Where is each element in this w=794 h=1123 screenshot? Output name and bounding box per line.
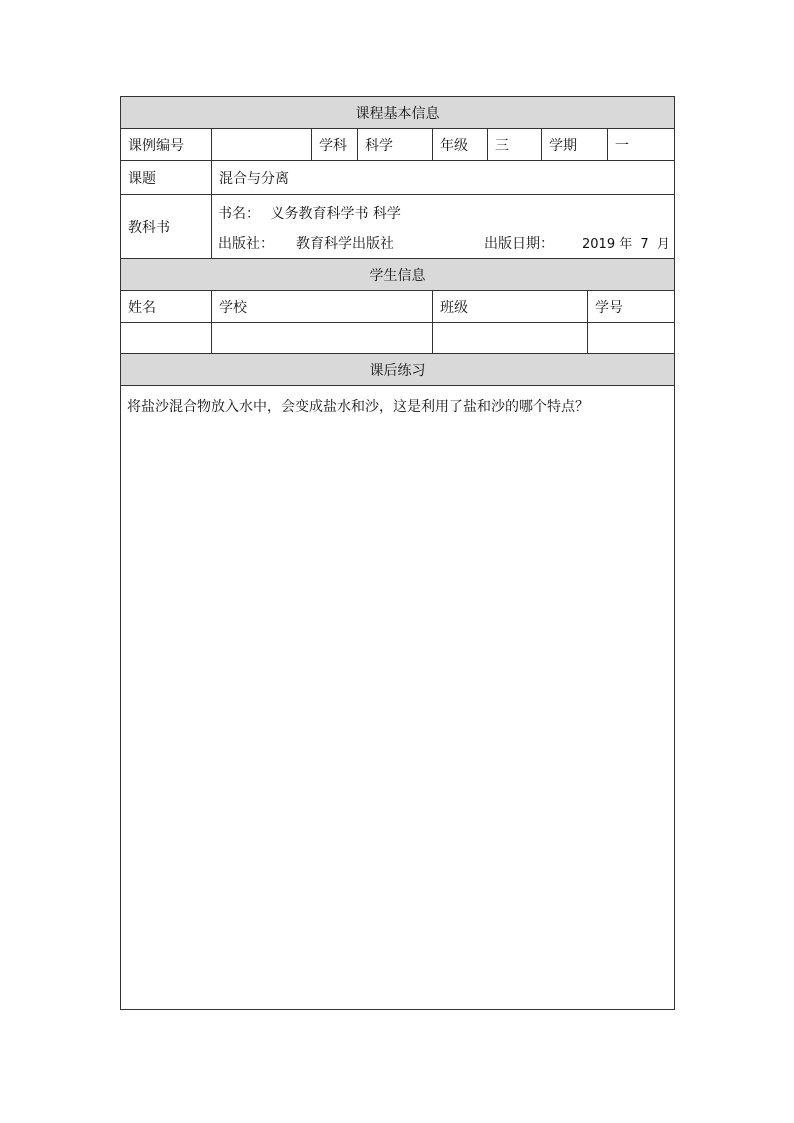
class-label: 班级 <box>433 291 588 322</box>
textbook-row <box>121 195 674 259</box>
book-name-label: 书名： <box>218 206 260 222</box>
year-unit: 年 <box>619 237 633 252</box>
topic-row <box>121 161 674 195</box>
book-name-value: 义务教育科学书 科学 <box>270 206 401 222</box>
class-field[interactable] <box>433 323 588 353</box>
topic-value: 混合与分离 <box>219 170 289 187</box>
exercise-area[interactable] <box>121 386 674 1009</box>
name-label: 姓名 <box>121 291 212 322</box>
lesson-number-field[interactable] <box>212 129 312 160</box>
topic-label: 课题 <box>121 161 212 194</box>
publisher-line <box>218 233 668 253</box>
grade-label: 年级 <box>433 129 488 160</box>
semester-value: 一 <box>615 137 629 154</box>
student-id-label: 学号 <box>595 299 623 316</box>
publisher-label: 出版社： <box>218 236 274 252</box>
student-values-row <box>121 323 674 354</box>
subject-value: 科学 <box>358 129 433 160</box>
pub-month: 7 <box>640 237 649 252</box>
exercise-title: 课后练习 <box>369 362 426 379</box>
publisher-value: 教育科学出版社 <box>296 236 394 252</box>
month-unit: 月 <box>656 237 670 252</box>
textbook-label: 教科书 <box>121 195 212 258</box>
student-info-title: 学生信息 <box>369 267 426 284</box>
course-info-header <box>121 97 674 129</box>
course-info-title: 课程基本信息 <box>355 105 440 122</box>
course-meta-row <box>121 129 674 161</box>
pub-date <box>582 233 670 252</box>
pub-year: 2019 <box>582 237 616 252</box>
book-name-line <box>218 203 401 223</box>
exercise-question: 将盐沙混合物放入水中，会变成盐水和沙，这是利用了盐和沙的哪个特点？ <box>127 399 589 415</box>
pub-date-label: 出版日期： <box>484 236 554 252</box>
subject-label: 学科 <box>312 129 358 160</box>
grade-value: 三 <box>488 129 542 160</box>
exercise-header <box>121 354 674 386</box>
school-field[interactable] <box>212 323 433 353</box>
lesson-number-label: 课例编号 <box>121 129 212 160</box>
lesson-form <box>120 96 675 1010</box>
semester-label: 学期 <box>542 129 608 160</box>
student-info-header <box>121 259 674 291</box>
school-label: 学校 <box>212 291 433 322</box>
name-field[interactable] <box>121 323 212 353</box>
student-labels-row <box>121 291 674 323</box>
student-id-field[interactable] <box>588 323 674 353</box>
